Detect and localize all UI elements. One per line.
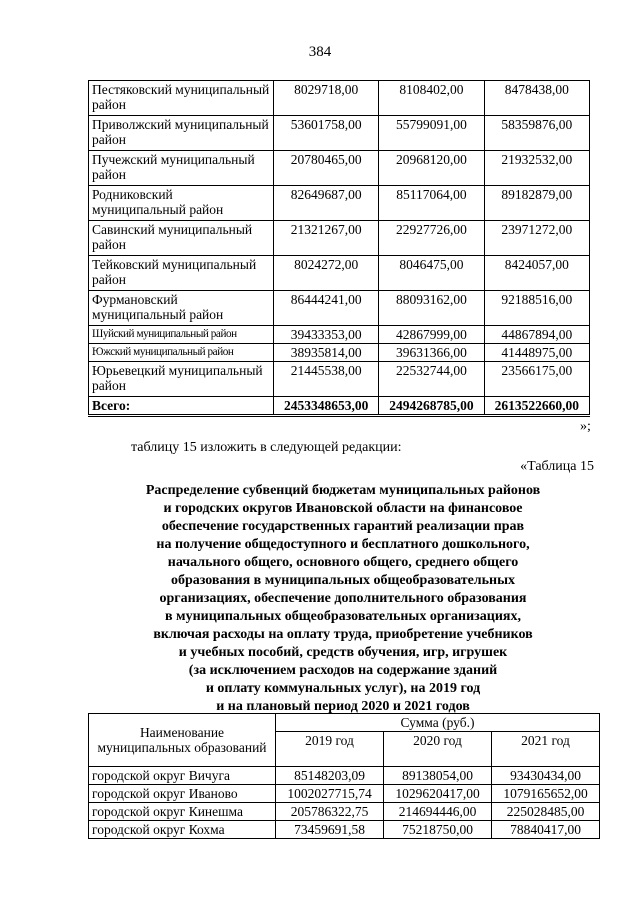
table-caption: «Таблица 15 — [520, 459, 594, 474]
column-header-name: Наименование муниципальных образований — [89, 714, 276, 767]
table-row — [89, 151, 590, 186]
table-row — [89, 803, 600, 821]
district-name: Пестяковский муниципальный район — [89, 81, 274, 116]
heading-line: и городских округов Ивановской области на финансовое — [163, 501, 523, 516]
amount-2021: 41448975,00 — [484, 344, 589, 362]
table-row — [89, 785, 600, 803]
page-number: 384 — [308, 44, 332, 60]
district-name: Приволжский муниципальный район — [89, 116, 274, 151]
table-row — [89, 767, 600, 785]
amount-2019: 85148203,09 — [276, 767, 384, 785]
heading-line: на получение общедоступного и бесплатного дошкольного, — [156, 537, 530, 552]
amount-2019: 39433353,00 — [274, 326, 379, 344]
district-name: Савинский муниципальный район — [89, 221, 274, 256]
amount-2021: 8424057,00 — [484, 256, 589, 291]
closing-quote: »; — [580, 419, 591, 434]
municipality-name: городской округ Вичуга — [89, 767, 276, 785]
heading-line: в муниципальных общеобразовательных организациях, — [165, 609, 521, 624]
amount-2021: 89182879,00 — [484, 186, 589, 221]
table-row — [89, 116, 590, 151]
amount-2020: 8108402,00 — [379, 81, 484, 116]
amount-2019: 21445538,00 — [274, 362, 379, 397]
column-header-2020: 2020 год — [384, 732, 492, 767]
total-2020: 2494268785,00 — [379, 397, 484, 416]
heading-line: включая расходы на оплату труда, приобретение учебников — [153, 627, 533, 642]
heading-line: организациях, обеспечение дополнительного образования — [159, 591, 527, 606]
district-name: Пучежский муниципальный район — [89, 151, 274, 186]
table-row — [89, 186, 590, 221]
amount-2020: 89138054,00 — [384, 767, 492, 785]
district-name: Фурмановский муниципальный район — [89, 291, 274, 326]
header-row — [89, 714, 600, 732]
heading-line: и на плановый период 2020 и 2021 годов — [216, 699, 470, 714]
column-header-sum: Сумма (руб.) — [276, 714, 600, 732]
total-2019: 2453348653,00 — [274, 397, 379, 416]
subvention-table — [88, 713, 600, 839]
amount-2020: 55799091,00 — [379, 116, 484, 151]
column-header-2019: 2019 год — [276, 732, 384, 767]
municipality-name: городской округ Кохма — [89, 821, 276, 839]
heading-line: и учебных пособий, средств обучения, игр, игрушек — [178, 645, 508, 660]
amount-2019: 38935814,00 — [274, 344, 379, 362]
table-row — [89, 821, 600, 839]
table-row — [89, 256, 590, 291]
amount-2020: 42867999,00 — [379, 326, 484, 344]
amount-2021: 92188516,00 — [484, 291, 589, 326]
district-name: Родниковский муниципальный район — [89, 186, 274, 221]
amount-2021: 93430434,00 — [492, 767, 600, 785]
amount-2021: 23971272,00 — [484, 221, 589, 256]
amount-2020: 22927726,00 — [379, 221, 484, 256]
amount-2020: 214694446,00 — [384, 803, 492, 821]
table-row — [89, 81, 590, 116]
amount-2020: 8046475,00 — [379, 256, 484, 291]
amount-2021: 23566175,00 — [484, 362, 589, 397]
amount-2019: 8024272,00 — [274, 256, 379, 291]
amount-2019: 1002027715,74 — [276, 785, 384, 803]
table-row — [89, 362, 590, 397]
amount-2020: 88093162,00 — [379, 291, 484, 326]
amount-2019: 86444241,00 — [274, 291, 379, 326]
district-name: Тейковский муниципальный район — [89, 256, 274, 291]
amount-2019: 8029718,00 — [274, 81, 379, 116]
amount-2021: 225028485,00 — [492, 803, 600, 821]
total-2021: 2613522660,00 — [484, 397, 589, 416]
amount-2020: 75218750,00 — [384, 821, 492, 839]
amount-2020: 22532744,00 — [379, 362, 484, 397]
amount-2021: 8478438,00 — [484, 81, 589, 116]
heading-line: начального общего, основного общего, среднего общего — [167, 555, 519, 570]
municipality-name: городской округ Иваново — [89, 785, 276, 803]
amount-2021: 21932532,00 — [484, 151, 589, 186]
total-label: Всего: — [89, 397, 274, 416]
heading-line: Распределение субвенций бюджетам муниципальных районов — [145, 483, 541, 498]
district-name: Южский муниципальный район — [89, 344, 274, 362]
heading-line: образования в муниципальных общеобразовательных — [170, 573, 516, 588]
amount-2020: 1029620417,00 — [384, 785, 492, 803]
amount-2019: 82649687,00 — [274, 186, 379, 221]
district-totals-body — [89, 81, 590, 416]
table-row — [89, 344, 590, 362]
district-name: Юрьевецкий муниципальный район — [89, 362, 274, 397]
heading-line: (за исключением расходов на содержание зданий — [188, 663, 498, 678]
amount-2020: 20968120,00 — [379, 151, 484, 186]
amount-2019: 205786322,75 — [276, 803, 384, 821]
table-row — [89, 291, 590, 326]
amount-2021: 58359876,00 — [484, 116, 589, 151]
amount-2019: 21321267,00 — [274, 221, 379, 256]
table-row — [89, 326, 590, 344]
table-heading — [88, 482, 598, 716]
total-row — [89, 397, 590, 416]
column-header-2021: 2021 год — [492, 732, 600, 767]
table-row — [89, 221, 590, 256]
municipality-name: городской округ Кинешма — [89, 803, 276, 821]
heading-line: обеспечение государственных гарантий реализации прав — [161, 519, 525, 534]
amount-2021: 78840417,00 — [492, 821, 600, 839]
district-totals-table — [88, 80, 590, 417]
amount-2019: 20780465,00 — [274, 151, 379, 186]
amount-2019: 53601758,00 — [274, 116, 379, 151]
district-name: Шуйский муниципальный район — [89, 326, 274, 344]
intro-text: таблицу 15 изложить в следующей редакции: — [131, 440, 402, 455]
amount-2021: 1079165652,00 — [492, 785, 600, 803]
amount-2020: 85117064,00 — [379, 186, 484, 221]
amount-2019: 73459691,58 — [276, 821, 384, 839]
amount-2020: 39631366,00 — [379, 344, 484, 362]
amount-2021: 44867894,00 — [484, 326, 589, 344]
heading-line: и оплату коммунальных услуг), на 2019 год — [205, 681, 481, 696]
